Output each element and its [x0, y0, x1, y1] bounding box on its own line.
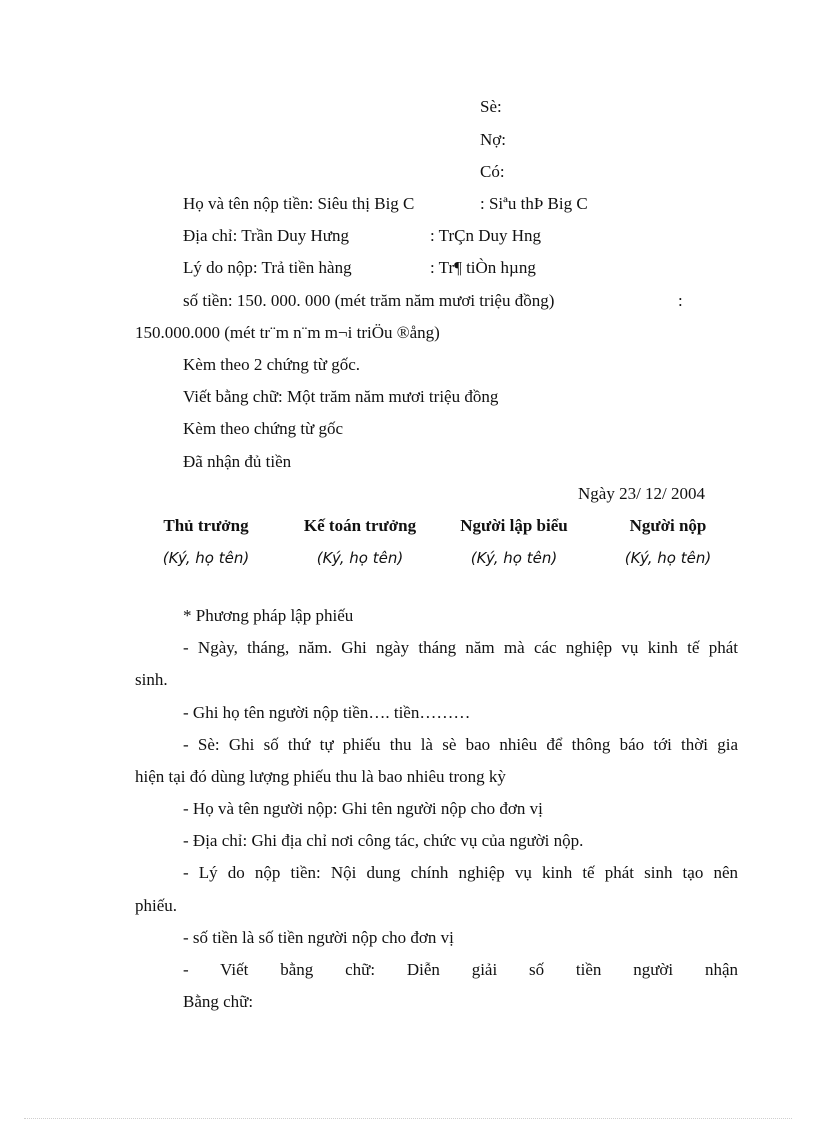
attachment-line-2: Kèm theo chứng từ gốc — [183, 419, 344, 438]
method-heading: * Phương pháp lập phiếu — [183, 606, 354, 625]
method-reason-line-cont: phiếu. — [135, 896, 178, 915]
voucher-number-label: Sè: — [480, 97, 502, 116]
method-fullname: - Họ và tên người nộp: Ghi tên người nộp cho đơn vị — [183, 799, 543, 818]
method-date-line-cont: sinh. — [135, 670, 168, 689]
signature-note: (Ký, họ tên) — [470, 549, 558, 567]
amount-in-words-line: Viết bằng chữ: Một trăm năm mươi triệu đồng — [183, 387, 499, 406]
method-address: - Địa chỉ: Ghi địa chỉ nơi công tác, chức vụ của người nộp. — [183, 831, 584, 850]
page-bottom-divider — [24, 1118, 792, 1119]
attachment-line: Kèm theo 2 chứng từ gốc. — [183, 355, 361, 374]
method-number-line: - Sè: Ghi số thứ tự phiếu thu là sè bao nhiêu để thông báo tới thời gia — [183, 735, 738, 754]
method-words-line: - Viết bằng chữ: Diễn giải số tiền người nhận — [183, 960, 738, 979]
payer-name-line: Họ và tên nộp tiền: Siêu thị Big C — [183, 194, 415, 213]
amount-line: số tiền: 150. 000. 000 (mét trăm năm mươi triệu đồng) — [183, 291, 555, 310]
amount-garbled: 150.000.000 (mét tr¨m n¨m m¬i triÖu ®ång) — [135, 323, 440, 342]
method-words-line-cont: Bằng chữ: — [183, 992, 254, 1011]
method-amount: - số tiền là số tiền người nộp cho đơn vị — [183, 928, 454, 947]
reason-garbled: : Tr¶ tiÒn hµng — [430, 258, 536, 277]
signature-title: Thủ trưởng — [163, 516, 249, 535]
signature-note: (Ký, họ tên) — [316, 549, 404, 567]
signature-title: Người nộp — [629, 516, 707, 535]
signature-note: (Ký, họ tên) — [624, 549, 712, 567]
amount-colon: : — [678, 291, 683, 310]
signature-title: Kế toán trưởng — [303, 516, 417, 535]
address-garbled: : TrÇn Duy Hng — [430, 226, 542, 245]
voucher-date: Ngày 23/ 12/ 2004 — [578, 484, 706, 503]
signature-note: (Ký, họ tên) — [162, 549, 250, 567]
payer-name-garbled: : Siªu thÞ Big C — [480, 194, 588, 213]
address-line: Địa chỉ: Trần Duy Hưng — [183, 226, 349, 245]
method-number-line-cont: hiện tại đó dùng lượng phiếu thu là bao nhiêu trong kỳ — [135, 767, 506, 786]
debit-label: Nợ: — [480, 130, 506, 149]
method-reason-line: - Lý do nộp tiền: Nội dung chính nghiệp vụ kinh tế phát sinh tạo nên — [183, 863, 738, 882]
signature-title: Người lập biểu — [460, 516, 568, 535]
reason-line: Lý do nộp: Trả tiền hàng — [183, 258, 352, 277]
method-payer-name: - Ghi họ tên người nộp tiền…. tiền……… — [183, 703, 471, 722]
received-line: Đã nhận đủ tiền — [183, 452, 292, 471]
credit-label: Có: — [480, 162, 505, 181]
method-date-line: - Ngày, tháng, năm. Ghi ngày tháng năm mà các nghiệp vụ kinh tế phát — [183, 638, 738, 657]
